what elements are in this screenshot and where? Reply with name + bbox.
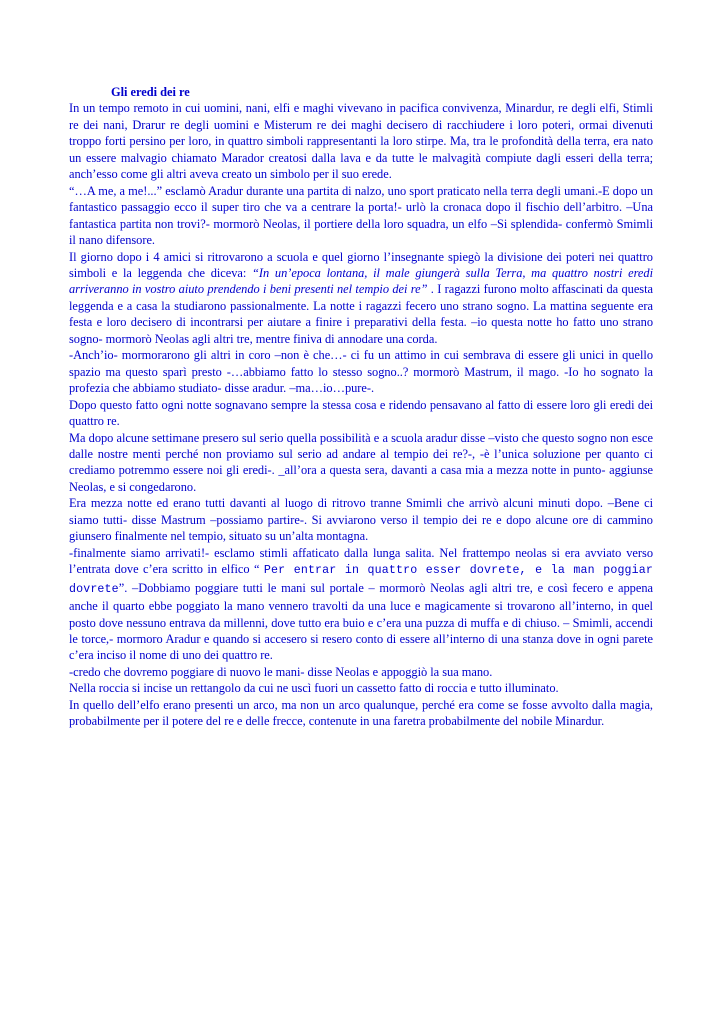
paragraph-8-text-b: ”. –Dobbiamo poggiare tutti le mani sul portale – mormorò Neolas agli altri tre, e così fecero e appena anche il quarto ebbe poggiato la mano vennero travolti da una luce e magicamente si trovarono all’interno, in quel posto dove nessuno entrava da millenni, dove tutto era buio e c’era una puzza di muffa e di chiuso. – Smimli, accendi le torce,- mormoro Aradur e quando si accesero si resero conto di essere all’interno di una stanza dove in ogni parete c’era inciso il nome di uno dei quattro re. <box>69 580 653 663</box>
paragraph-5: Dopo questo fatto ogni notte sognavano sempre la stessa cosa e ridendo pensavano al fatto di essere loro gli eredi dei quattro re. <box>69 397 653 429</box>
paragraph-3-text-b: . I ragazzi furono molto affascinati da questa leggenda e a casa la studiarono passionalmente. La notte i ragazzi fecero uno strano sogno. La mattina seguente era festa e loro decisero di incontrarsi per aiutare a finire i preparativi della festa. –io questa notte ho fatto uno strano sogno- mormorò Neolas agli altri tre, mentre finiva di annodare una corda. <box>69 282 653 346</box>
paragraph-10: Nella roccia si incise un rettangolo da cui ne uscì fuori un cassetto fatto di roccia e tutto illuminato. <box>69 681 559 696</box>
paragraph-3-text-a: Il giorno dopo i 4 amici si ritrovarono a scuola e quel giorno l’insegnante spiegò la divisione dei poteri nei quattro simboli e la leggenda che diceva: <box>69 249 653 280</box>
paragraph-9: -credo che dovremo poggiare di nuovo le mani- disse Neolas e appoggiò la sua mano. <box>69 664 493 679</box>
paragraph-11: In quello dell’elfo erano presenti un arco, ma non un arco qualunque, perché era come se fosse avvolto dalla magia, probabilmente per il potere del re e delle frecce, contenute in una faretra probabilmente del nobile Minardur. <box>69 697 653 729</box>
document-title: Gli eredi dei re <box>111 85 190 99</box>
paragraph-8-text-a: -finalmente siamo arrivati!- esclamo stimli affaticato dalla lunga salita. Nel frattempo neolas si era avviato verso l’entrata dove c’era scritto in elfico “ <box>69 545 653 577</box>
paragraph-8-elvish-inscription: Per entrar in quattro esser dovrete, e la man poggiar dovrete <box>69 564 653 596</box>
paragraph-3 <box>69 249 653 348</box>
paragraph-7: Era mezza notte ed erano tutti davanti al luogo di ritrovo tranne Smimli che arrivò alcuni minuti dopo. –Bene ci siamo tutti- disse Mastrum –possiamo partire-. Si avviarono verso il tempio dei re e dopo alcune ore di cammino giunsero finalmente nel tempio, situato su un’alta montagna. <box>69 496 653 544</box>
paragraph-6: Ma dopo alcune settimane presero sul serio quella possibilità e a scuola aradur disse –visto che questo sogno non esce dalle nostre menti perché non proviamo sul serio ad andare al tempio dei re?-, -è l’unica soluzione per quanto ci crediamo potremmo essere noi gli eredi-. _all’ora a questa sera, davanti a casa mia a mezza notte in punto- aggiunse Neolas, e si congedarono. <box>69 430 653 494</box>
paragraph-2: “…A me, a me!...” esclamò Aradur durante una partita di nalzo, uno sport praticato nella terra degli umani.-E dopo un fantastico passaggio ecco il super tiro che va a centrare la porta!- urlò la cronaca dopo il fischio dell’arbitro. –Una fantastica partita non trovi?- mormorò Neolas, il portiere della loro squadra, un elfo –Si splendida- confermò Smimli il nano difensore. <box>69 183 653 248</box>
document-body <box>69 84 653 730</box>
paragraph-3-quote: “In un’epoca lontana, il male giungerà sulla Terra, ma quattro nostri eredi arriveranno in vostro aiuto prendendo i beni presenti nel tempio dei re” <box>69 265 653 297</box>
paragraph-4: -Anch’io- mormorarono gli altri in coro –non è che…- ci fu un attimo in cui sembrava di essere gli unici in quello spazio ma questo sparì presto -…abbiamo fatto lo stesso sogno..? mormorò Mastrum, il mago. -Io ho sognato la profezia che abbiamo studiato- disse aradur. –ma…io…pure-. <box>69 348 653 396</box>
paragraph-1: In un tempo remoto in cui uomini, nani, elfi e maghi vivevano in pacifica convivenza, Minardur, re degli elfi, Stimli re dei nani, Drarur re degli uomini e Misterum re dei maghi decisero di racchiudere i loro poteri, ormai divenuti troppo forti persino per loro, in quattro simboli rappresentanti la loro stirpe. Ma, tra le profondità della terra, era nato un essere malvagio chiamato Marador creatosi dalla lava e da tutte le malvagità compiute dagli esseri della terra; anch’esso come gli altri aveva creato un simbolo per il suo erede. <box>69 101 653 182</box>
paragraph-8 <box>69 545 653 664</box>
